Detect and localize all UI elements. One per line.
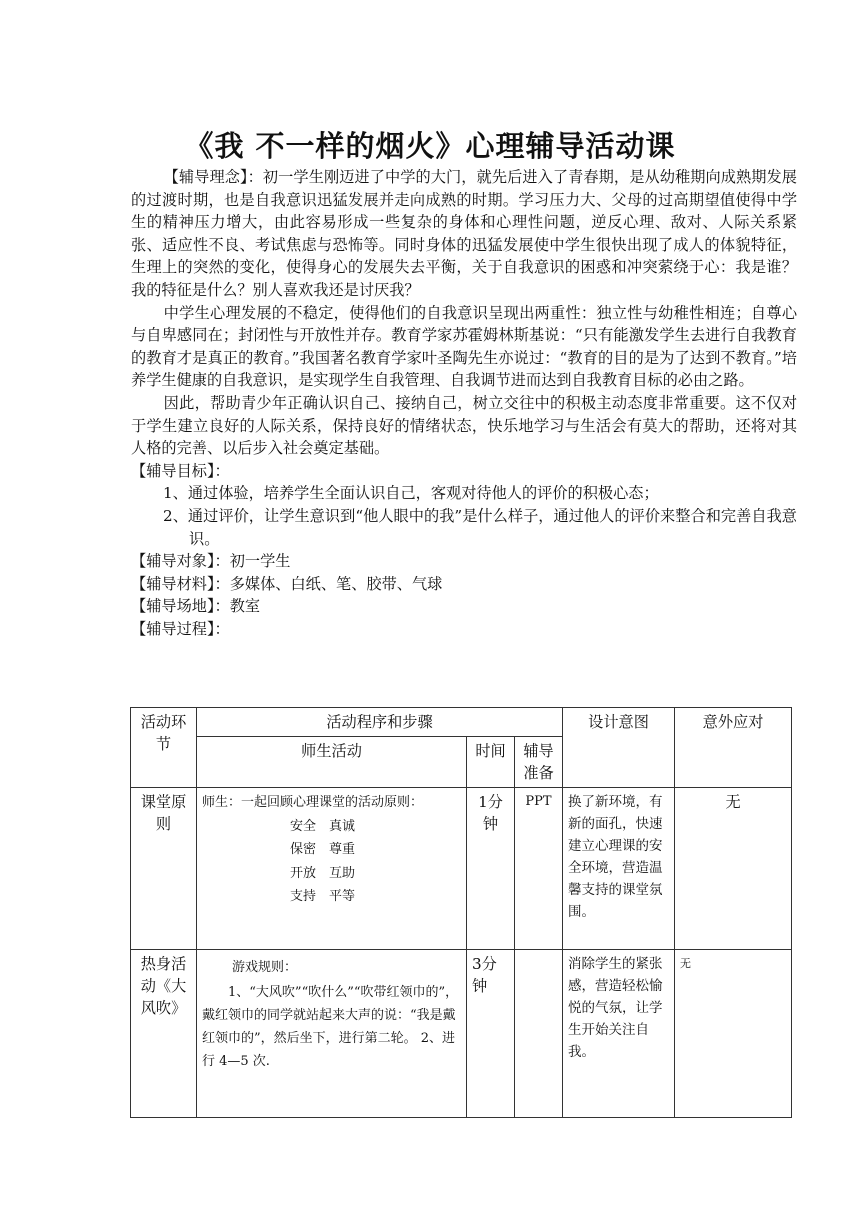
goals-heading: 【辅导目标】： xyxy=(131,461,230,480)
row1-prep: PPT xyxy=(515,788,563,950)
process-heading: 【辅导过程】： xyxy=(131,619,230,638)
philosophy-paragraph-1 xyxy=(131,166,797,302)
header-procedure: 活动程序和步骤 xyxy=(197,708,563,737)
materials-heading: 【辅导材料】： xyxy=(131,574,230,593)
row2-activity xyxy=(197,950,467,1118)
philosophy-paragraph-2: 中学生心理发展的不稳定，使得他们的自我意识呈现出两重性：独立性与幼稚性相连；自尊心与自卑感同在；封闭性与开放性并存。教育学家苏霍姆林斯基说：“只有能激发学生去进行自我教育的教育才是真正的教育。”我国著名教育学家叶圣陶先生亦说过：“教育的目的是为了达到不教育。”培养学生健康的自我意识，是实现学生自我管理、自我调节进而达到自我教育目标的必由之路。 xyxy=(131,303,797,390)
header-time: 时间 xyxy=(467,737,515,788)
row2-activity-text: 1、“大风吹”“吹什么”“吹带红领巾的”，戴红领巾的同学就站起来大声的说：“我是戴红领巾的”，然后坐下，进行第二轮。 2、进行 4—5 次. xyxy=(202,985,459,1069)
materials-value: 多媒体、白纸、笔、胶带、气球 xyxy=(229,574,443,593)
table-row xyxy=(131,788,792,950)
table-row xyxy=(131,950,792,1118)
row2-stage: 热身活动《大风吹》 xyxy=(131,950,197,1118)
venue-line xyxy=(131,595,797,618)
row1-time: 1分钟 xyxy=(467,788,515,950)
row2-design: 消除学生的紧张感，营造轻松愉悦的气氛，让学生开始关注自我。 xyxy=(563,950,675,1118)
materials-line xyxy=(131,573,797,596)
header-stage: 活动环节 xyxy=(131,708,197,788)
row1-stage: 课堂原则 xyxy=(131,788,197,950)
header-activity: 师生活动 xyxy=(197,737,467,788)
target-heading: 【辅导对象】： xyxy=(131,552,230,571)
philosophy-paragraph-3: 因此，帮助青少年正确认识自己、接纳自己，树立交往中的积极主动态度非常重要。这不仅对于学生建立良好的人际关系，保持良好的情绪状态，快乐地学习与生活会有莫大的帮助，还将对其人格的完善、以后步入社会奠定基础。 xyxy=(131,393,797,458)
header-contingency: 意外应对 xyxy=(675,708,792,788)
row1-design: 换了新环境，有新的面孔，快速建立心理课的安全环境，营造温馨支持的课堂氛围。 xyxy=(563,788,675,950)
header-prep: 辅导准备 xyxy=(515,737,563,788)
target-value: 初一学生 xyxy=(229,552,291,571)
header-design: 设计意图 xyxy=(563,708,675,788)
row2-time: 3分钟 xyxy=(467,950,515,1118)
principle-4: 支持 平等 xyxy=(290,889,356,904)
row2-activity-title: 游戏规则： xyxy=(232,960,298,975)
table-header-row xyxy=(131,708,792,737)
goal-item-2: 2、通过评价，让学生意识到“他人眼中的我”是什么样子，通过他人的评价来整合和完善自我意识。 xyxy=(163,506,797,548)
venue-heading: 【辅导场地】： xyxy=(131,597,230,616)
principle-1: 安全 真诚 xyxy=(290,818,356,834)
process-table xyxy=(130,707,792,1118)
row1-activity-intro: 师生：一起回顾心理课堂的活动原则： xyxy=(202,795,424,810)
row1-activity xyxy=(197,788,467,950)
row2-contingency: 无 xyxy=(675,950,792,1118)
document-title: 《我 不一样的烟火》心理辅导活动课 xyxy=(184,129,676,163)
goal-item-1: 1、通过体验，培养学生全面认识自己，客观对待他人的评价的积极心态； xyxy=(163,484,659,503)
philosophy-heading: 【辅导理念】： xyxy=(163,168,263,186)
principle-2: 保密 尊重 xyxy=(290,842,356,857)
row1-contingency: 无 xyxy=(675,788,792,950)
target-line xyxy=(131,550,797,573)
document-body xyxy=(131,166,797,640)
principle-3: 开放 互助 xyxy=(290,865,356,881)
philosophy-text-1: 初一学生刚迈进了中学的大门，就先后进入了青春期，是从幼稚期向成熟期发展的过渡时期，也是自我意识迅猛发展并走向成熟的时期。学习压力大、父母的过高期望值使得中学生的精神压力增大，由此容易形成一些复杂的身体和心理性问题，逆反心理、敌对、人际关系紧张、适应性不良、考试焦虑与恐怖等。同时身体的迅猛发展使中学生很快出现了成人的体貌特征，生理上的突然的变化，使得身心的发展失去平衡，关于自我意识的困惑和冲突萦绕于心：我是谁？我的特征是什么？别人喜欢我还是讨厌我？ xyxy=(131,168,797,299)
row2-prep xyxy=(515,950,563,1118)
venue-value: 教室 xyxy=(229,597,261,616)
